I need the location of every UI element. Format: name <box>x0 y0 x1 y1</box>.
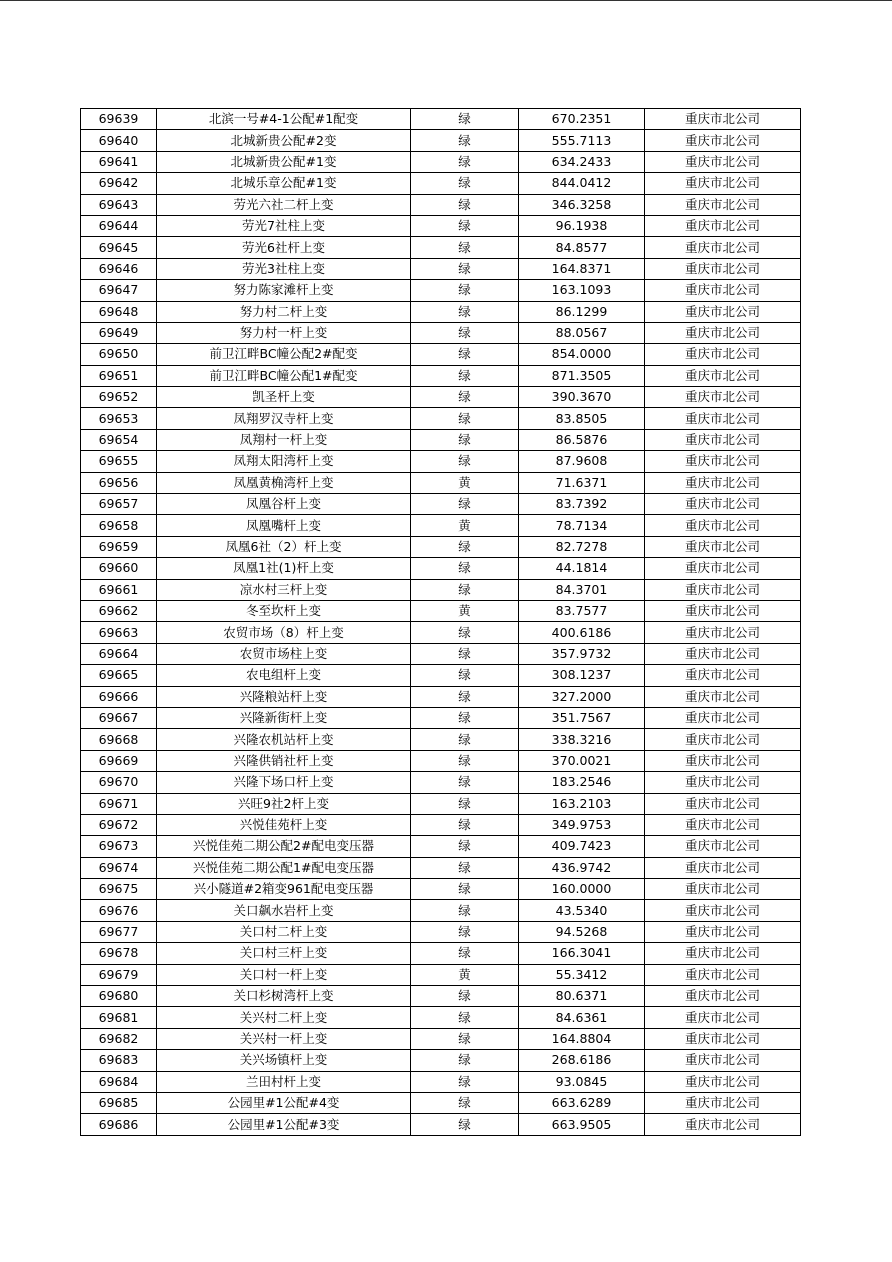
row-id-cell: 69680 <box>81 986 157 1007</box>
company-cell: 重庆市北公司 <box>645 515 801 536</box>
value-cell: 670.2351 <box>519 109 645 130</box>
value-cell: 268.6186 <box>519 1050 645 1071</box>
row-id-cell: 69641 <box>81 151 157 172</box>
device-name-cell: 凉水村三杆上变 <box>157 579 411 600</box>
table-row <box>81 237 801 258</box>
table-row <box>81 301 801 322</box>
device-name-cell: 凤凰谷杆上变 <box>157 494 411 515</box>
device-name-cell: 兴悦佳苑二期公配2#配电变压器 <box>157 836 411 857</box>
company-cell: 重庆市北公司 <box>645 772 801 793</box>
row-id-cell: 69649 <box>81 322 157 343</box>
company-cell: 重庆市北公司 <box>645 579 801 600</box>
status-cell: 绿 <box>411 643 519 664</box>
table-row <box>81 472 801 493</box>
company-cell: 重庆市北公司 <box>645 879 801 900</box>
device-name-cell: 关口村三杆上变 <box>157 943 411 964</box>
company-cell: 重庆市北公司 <box>645 429 801 450</box>
device-name-cell: 前卫江畔BC幢公配1#配变 <box>157 365 411 386</box>
value-cell: 634.2433 <box>519 151 645 172</box>
status-cell: 绿 <box>411 1007 519 1028</box>
status-cell: 绿 <box>411 879 519 900</box>
table-row <box>81 109 801 130</box>
value-cell: 400.6186 <box>519 622 645 643</box>
row-id-cell: 69671 <box>81 793 157 814</box>
row-id-cell: 69664 <box>81 643 157 664</box>
device-name-cell: 努力陈家滩杆上变 <box>157 280 411 301</box>
company-cell: 重庆市北公司 <box>645 215 801 236</box>
row-id-cell: 69656 <box>81 472 157 493</box>
table-row <box>81 1092 801 1113</box>
value-cell: 84.8577 <box>519 237 645 258</box>
row-id-cell: 69659 <box>81 536 157 557</box>
company-cell: 重庆市北公司 <box>645 365 801 386</box>
device-name-cell: 凤凰6社（2）杆上变 <box>157 536 411 557</box>
row-id-cell: 69642 <box>81 173 157 194</box>
status-cell: 绿 <box>411 536 519 557</box>
row-id-cell: 69654 <box>81 429 157 450</box>
device-name-cell: 兴隆农机站杆上变 <box>157 729 411 750</box>
company-cell: 重庆市北公司 <box>645 301 801 322</box>
value-cell: 84.3701 <box>519 579 645 600</box>
table-row <box>81 258 801 279</box>
row-id-cell: 69674 <box>81 857 157 878</box>
value-cell: 436.9742 <box>519 857 645 878</box>
status-cell: 绿 <box>411 258 519 279</box>
table-row <box>81 344 801 365</box>
company-cell: 重庆市北公司 <box>645 750 801 771</box>
value-cell: 96.1938 <box>519 215 645 236</box>
page-top-rule <box>0 0 892 1</box>
value-cell: 93.0845 <box>519 1071 645 1092</box>
table-row <box>81 643 801 664</box>
company-cell: 重庆市北公司 <box>645 558 801 579</box>
device-name-cell: 凤翔太阳湾杆上变 <box>157 451 411 472</box>
table-row <box>81 387 801 408</box>
row-id-cell: 69672 <box>81 814 157 835</box>
status-cell: 绿 <box>411 665 519 686</box>
row-id-cell: 69648 <box>81 301 157 322</box>
value-cell: 71.6371 <box>519 472 645 493</box>
value-cell: 370.0021 <box>519 750 645 771</box>
row-id-cell: 69644 <box>81 215 157 236</box>
device-name-cell: 北城新贵公配#2变 <box>157 130 411 151</box>
device-name-cell: 兴隆粮站杆上变 <box>157 686 411 707</box>
row-id-cell: 69668 <box>81 729 157 750</box>
status-cell: 绿 <box>411 857 519 878</box>
status-cell: 绿 <box>411 301 519 322</box>
company-cell: 重庆市北公司 <box>645 686 801 707</box>
table-row <box>81 600 801 621</box>
company-cell: 重庆市北公司 <box>645 1092 801 1113</box>
status-cell: 绿 <box>411 494 519 515</box>
device-name-cell: 兴悦佳苑二期公配1#配电变压器 <box>157 857 411 878</box>
value-cell: 84.6361 <box>519 1007 645 1028</box>
device-name-cell: 兴小隧道#2箱变961配电变压器 <box>157 879 411 900</box>
value-cell: 555.7113 <box>519 130 645 151</box>
value-cell: 351.7567 <box>519 707 645 728</box>
company-cell: 重庆市北公司 <box>645 964 801 985</box>
table-row <box>81 943 801 964</box>
company-cell: 重庆市北公司 <box>645 943 801 964</box>
company-cell: 重庆市北公司 <box>645 322 801 343</box>
status-cell: 绿 <box>411 280 519 301</box>
company-cell: 重庆市北公司 <box>645 643 801 664</box>
row-id-cell: 69677 <box>81 921 157 942</box>
value-cell: 160.0000 <box>519 879 645 900</box>
company-cell: 重庆市北公司 <box>645 344 801 365</box>
company-cell: 重庆市北公司 <box>645 387 801 408</box>
status-cell: 绿 <box>411 429 519 450</box>
table-row <box>81 986 801 1007</box>
device-name-cell: 兴隆供销社杆上变 <box>157 750 411 771</box>
value-cell: 86.1299 <box>519 301 645 322</box>
table-row <box>81 494 801 515</box>
row-id-cell: 69655 <box>81 451 157 472</box>
company-cell: 重庆市北公司 <box>645 986 801 1007</box>
company-cell: 重庆市北公司 <box>645 237 801 258</box>
row-id-cell: 69684 <box>81 1071 157 1092</box>
table-row <box>81 665 801 686</box>
company-cell: 重庆市北公司 <box>645 1050 801 1071</box>
device-name-cell: 关口飙水岩杆上变 <box>157 900 411 921</box>
company-cell: 重庆市北公司 <box>645 1007 801 1028</box>
status-cell: 绿 <box>411 1071 519 1092</box>
status-cell: 绿 <box>411 707 519 728</box>
device-name-cell: 前卫江畔BC幢公配2#配变 <box>157 344 411 365</box>
status-cell: 绿 <box>411 750 519 771</box>
company-cell: 重庆市北公司 <box>645 151 801 172</box>
value-cell: 88.0567 <box>519 322 645 343</box>
status-cell: 绿 <box>411 921 519 942</box>
table-row <box>81 194 801 215</box>
value-cell: 854.0000 <box>519 344 645 365</box>
status-cell: 绿 <box>411 943 519 964</box>
device-name-cell: 凯圣杆上变 <box>157 387 411 408</box>
table-row <box>81 215 801 236</box>
status-cell: 绿 <box>411 130 519 151</box>
company-cell: 重庆市北公司 <box>645 1114 801 1135</box>
device-name-cell: 公园里#1公配#4变 <box>157 1092 411 1113</box>
device-name-cell: 劳光3社柱上变 <box>157 258 411 279</box>
device-name-cell: 兴隆下场口杆上变 <box>157 772 411 793</box>
data-table-body <box>81 109 801 1136</box>
table-row <box>81 729 801 750</box>
company-cell: 重庆市北公司 <box>645 857 801 878</box>
row-id-cell: 69679 <box>81 964 157 985</box>
company-cell: 重庆市北公司 <box>645 729 801 750</box>
value-cell: 83.7577 <box>519 600 645 621</box>
status-cell: 绿 <box>411 900 519 921</box>
company-cell: 重庆市北公司 <box>645 836 801 857</box>
value-cell: 308.1237 <box>519 665 645 686</box>
device-name-cell: 凤凰黄桷湾杆上变 <box>157 472 411 493</box>
status-cell: 黄 <box>411 515 519 536</box>
value-cell: 346.3258 <box>519 194 645 215</box>
status-cell: 绿 <box>411 237 519 258</box>
table-row <box>81 451 801 472</box>
value-cell: 164.8371 <box>519 258 645 279</box>
status-cell: 绿 <box>411 151 519 172</box>
status-cell: 绿 <box>411 215 519 236</box>
status-cell: 黄 <box>411 600 519 621</box>
table-row <box>81 515 801 536</box>
row-id-cell: 69661 <box>81 579 157 600</box>
device-name-cell: 公园里#1公配#3变 <box>157 1114 411 1135</box>
status-cell: 绿 <box>411 173 519 194</box>
status-cell: 绿 <box>411 344 519 365</box>
row-id-cell: 69682 <box>81 1028 157 1049</box>
row-id-cell: 69639 <box>81 109 157 130</box>
company-cell: 重庆市北公司 <box>645 472 801 493</box>
device-name-cell: 农电组杆上变 <box>157 665 411 686</box>
status-cell: 绿 <box>411 622 519 643</box>
value-cell: 164.8804 <box>519 1028 645 1049</box>
company-cell: 重庆市北公司 <box>645 665 801 686</box>
status-cell: 绿 <box>411 1114 519 1135</box>
value-cell: 82.7278 <box>519 536 645 557</box>
status-cell: 黄 <box>411 964 519 985</box>
device-name-cell: 关口村一杆上变 <box>157 964 411 985</box>
row-id-cell: 69652 <box>81 387 157 408</box>
row-id-cell: 69646 <box>81 258 157 279</box>
value-cell: 44.1814 <box>519 558 645 579</box>
value-cell: 871.3505 <box>519 365 645 386</box>
status-cell: 绿 <box>411 579 519 600</box>
device-name-cell: 努力村一杆上变 <box>157 322 411 343</box>
table-row <box>81 1007 801 1028</box>
device-name-cell: 兴隆新街杆上变 <box>157 707 411 728</box>
value-cell: 83.8505 <box>519 408 645 429</box>
company-cell: 重庆市北公司 <box>645 1028 801 1049</box>
device-name-cell: 农贸市场（8）杆上变 <box>157 622 411 643</box>
row-id-cell: 69665 <box>81 665 157 686</box>
table-row <box>81 921 801 942</box>
value-cell: 409.7423 <box>519 836 645 857</box>
table-row <box>81 130 801 151</box>
status-cell: 绿 <box>411 729 519 750</box>
row-id-cell: 69660 <box>81 558 157 579</box>
value-cell: 43.5340 <box>519 900 645 921</box>
table-row <box>81 536 801 557</box>
table-row <box>81 900 801 921</box>
device-name-cell: 北城新贵公配#1变 <box>157 151 411 172</box>
status-cell: 绿 <box>411 686 519 707</box>
table-row <box>81 707 801 728</box>
company-cell: 重庆市北公司 <box>645 536 801 557</box>
device-name-cell: 努力村二杆上变 <box>157 301 411 322</box>
company-cell: 重庆市北公司 <box>645 408 801 429</box>
row-id-cell: 69640 <box>81 130 157 151</box>
device-name-cell: 北滨一号#4-1公配#1配变 <box>157 109 411 130</box>
device-name-cell: 凤翔村一杆上变 <box>157 429 411 450</box>
status-cell: 绿 <box>411 814 519 835</box>
table-row <box>81 365 801 386</box>
row-id-cell: 69676 <box>81 900 157 921</box>
value-cell: 94.5268 <box>519 921 645 942</box>
status-cell: 绿 <box>411 793 519 814</box>
company-cell: 重庆市北公司 <box>645 194 801 215</box>
table-row <box>81 686 801 707</box>
value-cell: 55.3412 <box>519 964 645 985</box>
company-cell: 重庆市北公司 <box>645 921 801 942</box>
device-name-cell: 关口村二杆上变 <box>157 921 411 942</box>
table-row <box>81 173 801 194</box>
row-id-cell: 69658 <box>81 515 157 536</box>
table-row <box>81 622 801 643</box>
value-cell: 349.9753 <box>519 814 645 835</box>
value-cell: 87.9608 <box>519 451 645 472</box>
company-cell: 重庆市北公司 <box>645 814 801 835</box>
table-row <box>81 1050 801 1071</box>
table-row <box>81 1071 801 1092</box>
status-cell: 绿 <box>411 194 519 215</box>
value-cell: 844.0412 <box>519 173 645 194</box>
value-cell: 663.9505 <box>519 1114 645 1135</box>
value-cell: 338.3216 <box>519 729 645 750</box>
device-name-cell: 劳光六社二杆上变 <box>157 194 411 215</box>
status-cell: 绿 <box>411 836 519 857</box>
company-cell: 重庆市北公司 <box>645 494 801 515</box>
status-cell: 黄 <box>411 472 519 493</box>
status-cell: 绿 <box>411 1092 519 1113</box>
status-cell: 绿 <box>411 109 519 130</box>
status-cell: 绿 <box>411 451 519 472</box>
status-cell: 绿 <box>411 322 519 343</box>
table-row <box>81 814 801 835</box>
row-id-cell: 69657 <box>81 494 157 515</box>
data-table <box>80 108 801 1136</box>
table-row <box>81 280 801 301</box>
device-name-cell: 凤凰1社(1)杆上变 <box>157 558 411 579</box>
table-row <box>81 429 801 450</box>
table-row <box>81 322 801 343</box>
company-cell: 重庆市北公司 <box>645 109 801 130</box>
device-name-cell: 凤翔罗汉寺杆上变 <box>157 408 411 429</box>
value-cell: 357.9732 <box>519 643 645 664</box>
row-id-cell: 69650 <box>81 344 157 365</box>
device-name-cell: 兰田村杆上变 <box>157 1071 411 1092</box>
device-name-cell: 劳光6社杆上变 <box>157 237 411 258</box>
row-id-cell: 69662 <box>81 600 157 621</box>
row-id-cell: 69666 <box>81 686 157 707</box>
row-id-cell: 69683 <box>81 1050 157 1071</box>
device-name-cell: 关兴村二杆上变 <box>157 1007 411 1028</box>
value-cell: 183.2546 <box>519 772 645 793</box>
table-row <box>81 836 801 857</box>
row-id-cell: 69681 <box>81 1007 157 1028</box>
value-cell: 327.2000 <box>519 686 645 707</box>
row-id-cell: 69643 <box>81 194 157 215</box>
status-cell: 绿 <box>411 1050 519 1071</box>
device-name-cell: 北城乐章公配#1变 <box>157 173 411 194</box>
status-cell: 绿 <box>411 558 519 579</box>
device-name-cell: 关口杉树湾杆上变 <box>157 986 411 1007</box>
device-name-cell: 兴旺9社2杆上变 <box>157 793 411 814</box>
table-row <box>81 857 801 878</box>
table-row <box>81 558 801 579</box>
value-cell: 166.3041 <box>519 943 645 964</box>
row-id-cell: 69669 <box>81 750 157 771</box>
table-row <box>81 1114 801 1135</box>
company-cell: 重庆市北公司 <box>645 622 801 643</box>
device-name-cell: 关兴场镇杆上变 <box>157 1050 411 1071</box>
device-name-cell: 劳光7社柱上变 <box>157 215 411 236</box>
row-id-cell: 69667 <box>81 707 157 728</box>
row-id-cell: 69675 <box>81 879 157 900</box>
status-cell: 绿 <box>411 1028 519 1049</box>
company-cell: 重庆市北公司 <box>645 173 801 194</box>
value-cell: 390.3670 <box>519 387 645 408</box>
table-row <box>81 772 801 793</box>
value-cell: 663.6289 <box>519 1092 645 1113</box>
company-cell: 重庆市北公司 <box>645 130 801 151</box>
table-row <box>81 1028 801 1049</box>
table-row <box>81 964 801 985</box>
status-cell: 绿 <box>411 772 519 793</box>
company-cell: 重庆市北公司 <box>645 900 801 921</box>
row-id-cell: 69685 <box>81 1092 157 1113</box>
company-cell: 重庆市北公司 <box>645 600 801 621</box>
value-cell: 163.2103 <box>519 793 645 814</box>
table-row <box>81 579 801 600</box>
table-row <box>81 151 801 172</box>
company-cell: 重庆市北公司 <box>645 793 801 814</box>
device-name-cell: 兴悦佳苑杆上变 <box>157 814 411 835</box>
row-id-cell: 69651 <box>81 365 157 386</box>
status-cell: 绿 <box>411 387 519 408</box>
row-id-cell: 69686 <box>81 1114 157 1135</box>
device-name-cell: 关兴村一杆上变 <box>157 1028 411 1049</box>
company-cell: 重庆市北公司 <box>645 451 801 472</box>
status-cell: 绿 <box>411 408 519 429</box>
status-cell: 绿 <box>411 365 519 386</box>
status-cell: 绿 <box>411 986 519 1007</box>
value-cell: 83.7392 <box>519 494 645 515</box>
device-name-cell: 冬至坎杆上变 <box>157 600 411 621</box>
row-id-cell: 69663 <box>81 622 157 643</box>
device-name-cell: 凤凰嘴杆上变 <box>157 515 411 536</box>
row-id-cell: 69647 <box>81 280 157 301</box>
company-cell: 重庆市北公司 <box>645 707 801 728</box>
device-name-cell: 农贸市场柱上变 <box>157 643 411 664</box>
value-cell: 80.6371 <box>519 986 645 1007</box>
company-cell: 重庆市北公司 <box>645 258 801 279</box>
row-id-cell: 69645 <box>81 237 157 258</box>
table-row <box>81 793 801 814</box>
table-row <box>81 408 801 429</box>
table-row <box>81 879 801 900</box>
table-row <box>81 750 801 771</box>
row-id-cell: 69653 <box>81 408 157 429</box>
company-cell: 重庆市北公司 <box>645 280 801 301</box>
value-cell: 86.5876 <box>519 429 645 450</box>
value-cell: 78.7134 <box>519 515 645 536</box>
value-cell: 163.1093 <box>519 280 645 301</box>
row-id-cell: 69678 <box>81 943 157 964</box>
company-cell: 重庆市北公司 <box>645 1071 801 1092</box>
row-id-cell: 69670 <box>81 772 157 793</box>
row-id-cell: 69673 <box>81 836 157 857</box>
